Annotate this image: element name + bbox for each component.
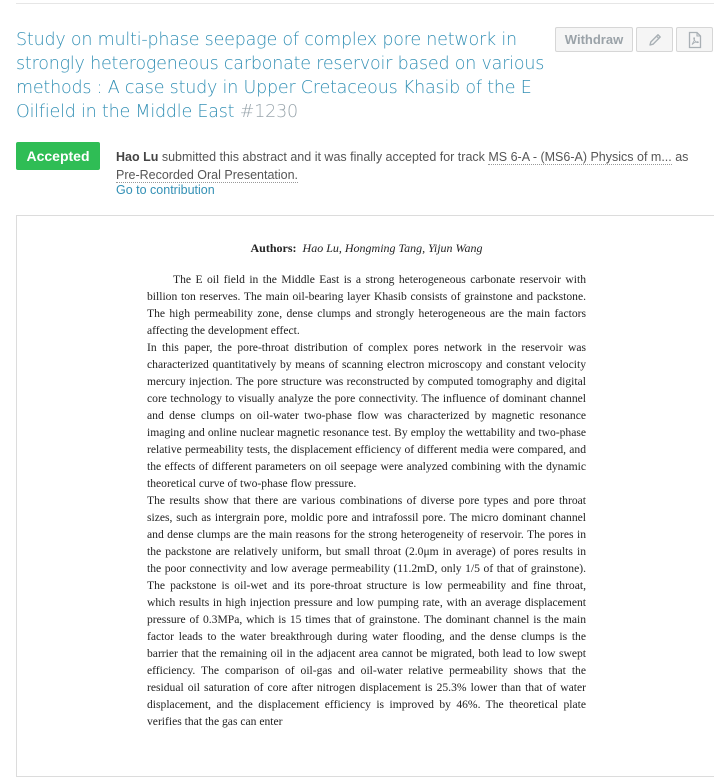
- abstract-id: #1230: [239, 102, 298, 122]
- abstract-paragraph: The E oil field in the Middle East is a strong heterogeneous carbonate reservoir with billion ton reserves. The main oil-bearing layer Khasib consists of grainstone and packstone. The high permeability zone, dense clumps and strongly heterogeneous are the main factors affecting the development effect.: [147, 273, 586, 337]
- track-name[interactable]: MS 6-A - (MS6-A) Physics of m...: [488, 150, 672, 164]
- top-divider: [16, 3, 714, 4]
- document-page: [147, 216, 586, 730]
- status-badge: Accepted: [16, 142, 100, 170]
- go-to-contribution-link[interactable]: Go to contribution: [116, 183, 215, 197]
- pencil-icon: [647, 32, 663, 48]
- abstract-paragraph: In this paper, the pore-throat distribution of complex pores network in the reservoir was characterized quantitatively by means of scanning electron microscopy and constant velocity mercury injection. The pore structure was reconstructed by computed tomography and digital core technology to visually analyze the pore connectivity. The influence of dominant channel and dense clumps on oil-water two-phase flow was characterized by magnetic resonance imaging and online nuclear magnetic resonance test. By employ the wettability and two-phase relative permeability tests, the displacement efficiency of different media were compared, and the effects of different parameters on oil seepage were analyzed combining with the dynamic theoretical curve of two-phase flow pressure.: [147, 341, 586, 490]
- status-text: submitted this abstract and it was finally accepted for track: [158, 150, 489, 164]
- contribution-type: Pre-Recorded Oral Presentation.: [116, 168, 299, 182]
- pdf-icon: [687, 31, 703, 49]
- withdraw-button[interactable]: Withdraw: [555, 27, 633, 52]
- action-toolbar: [555, 27, 714, 52]
- abstract-paragraph: The results show that there are various combinations of diverse pore types and pore throat sizes, such as intergrain pore, moldic pore and intrafossil pore. The micro dominant channel and dense clumps are the main reasons for the strong heterogeneity of reservoir. The pores in the packstone are relatively uniform, but small throat (2.0μm in average) of pores results in the poor connectivity and low average permeability (11.2mD, only 1/5 of that of grainstone). The packstone is oil-wet and its pore-throat structure is low permeability and fine throat, which results in high injection pressure and low pumping rate, with an average displacement pressure of 0.3MPa, which is 15 times that of grainstone. The dominant channel is the main factor leads to the water breakthrough during water flooding, and the dense clumps is the barrier that the remaining oil in the adjacent area cannot be migrated, both lead to low swept efficiency. The comparison of oil-gas and oil-water relative permeability shows that the residual oil saturation of core after nitrogen displacement is 25.3% lower than that of water displacement, and the displacement efficiency is improved by 46%. The theoretical plate verifies that the gas can enter: [147, 494, 586, 728]
- authors-names: Hao Lu, Hongming Tang, Yijun Wang: [302, 241, 483, 255]
- abstract-document-preview: [16, 215, 714, 777]
- document-authors: [147, 240, 586, 257]
- status-text-end: as: [671, 150, 689, 164]
- abstract-title-text: Study on multi-phase seepage of complex pore network in strongly heterogeneous carbonate reservoir based on various methods : A case study in Upper Cretaceous Khasib of the E Oilfield in the Middle East: [16, 30, 545, 122]
- authors-label: Authors:: [250, 241, 297, 255]
- pdf-button[interactable]: [676, 27, 713, 52]
- edit-button[interactable]: [636, 27, 673, 52]
- submission-status: [116, 148, 714, 184]
- abstract-title: [16, 28, 551, 124]
- submitter-name: Hao Lu: [116, 150, 159, 164]
